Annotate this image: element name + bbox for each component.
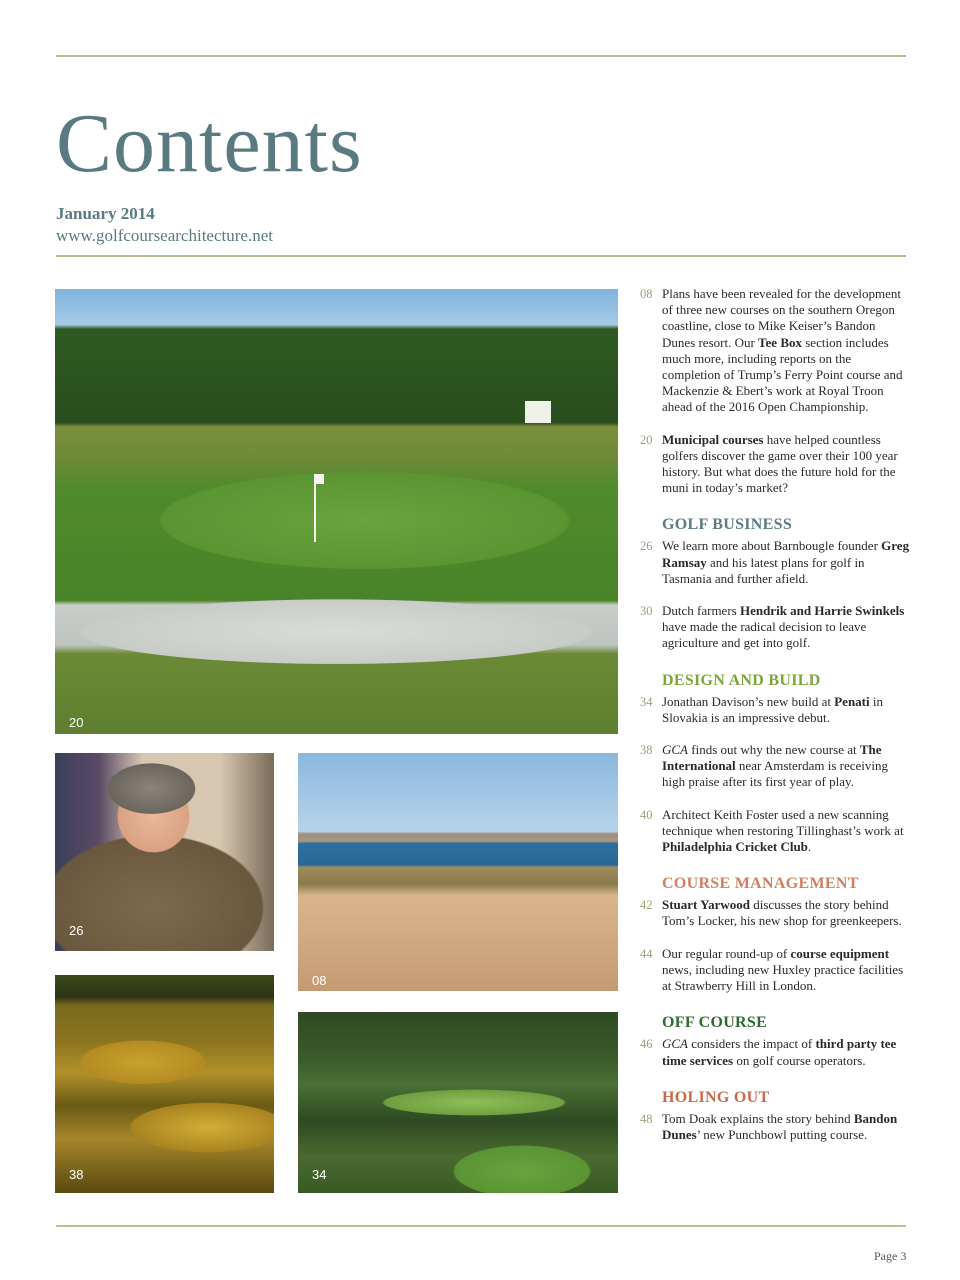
entry-highlight: third party tee time services [662, 1036, 897, 1068]
entry-text: Architect Keith Foster used a new scanning technique when restoring Tillinghast’s work at [662, 806, 904, 838]
photo-caption: 08 [312, 973, 327, 988]
entry-highlight: course equipment [790, 945, 890, 961]
toc-entry-42[interactable] [640, 897, 910, 929]
toc-entry-38[interactable] [640, 742, 910, 791]
page-number: 44 [640, 946, 653, 961]
section-design-and-build: DESIGN AND BUILD [662, 671, 821, 689]
entry-text: finds out why the new course at [688, 742, 860, 758]
toc-entry-44[interactable] [640, 946, 910, 995]
entry-text: have made the radical decision to leave agriculture and get into golf. [662, 619, 867, 651]
page-number: 42 [640, 898, 653, 913]
table-of-contents [640, 286, 910, 1143]
entry-text: Jonathan Davison’s new build at [662, 693, 835, 709]
entry-text: have helped countless golfers discover the game over their 100 year history. But what does the future hold for the muni in today’s market? [662, 431, 898, 496]
entry-text: Plans have been revealed for the development of three new courses on the southern Oregon coastline, close to Mike Keiser’s Bandon Dunes resort. Our [662, 286, 901, 350]
page-number: 46 [640, 1037, 653, 1052]
entry-text: and his latest plans for golf in Tasmania and further afield. [662, 554, 865, 586]
toc-entry-20[interactable] [640, 432, 910, 497]
toc-entry-48[interactable] [640, 1111, 910, 1143]
entry-text: discusses the story behind Tom’s Locker, his new shop for greenkeepers. [662, 897, 902, 929]
page-number: 08 [640, 287, 653, 301]
entry-text: . [807, 839, 812, 855]
entry-italic: GCA [662, 742, 688, 758]
entry-text: Our regular round-up of [662, 945, 791, 961]
photo-caption: 34 [312, 1167, 327, 1182]
entry-text: section includes much more, including reports on the completion of Trump’s Ferry Point course and Mackenzie & Ebert’s work at Royal Troon ahead of the 2016 Open Championship. [662, 334, 903, 415]
entry-italic: GCA [662, 1036, 688, 1052]
section-golf-business: GOLF BUSINESS [662, 516, 793, 534]
photo-caption: 26 [69, 923, 84, 938]
page-number: 30 [640, 604, 653, 619]
top-rule [56, 55, 906, 57]
page-number: 26 [640, 539, 653, 554]
entry-text: Dutch farmers [662, 603, 740, 619]
toc-entry-30[interactable] [640, 603, 910, 652]
photo-municipal-green [55, 289, 618, 734]
toc-entry-26[interactable] [640, 538, 910, 587]
toc-entry-34[interactable] [640, 694, 910, 726]
pin-flag-icon [314, 474, 316, 542]
section-holing-out: HOLING OUT [662, 1088, 770, 1106]
entry-highlight: The International [662, 742, 882, 774]
entry-text: We learn more about Barnbougle founder [662, 538, 882, 554]
website-url: www.golfcoursearchitecture.net [56, 226, 273, 245]
entry-highlight: Municipal courses [662, 431, 764, 447]
entry-highlight: Stuart Yarwood [662, 897, 750, 913]
footer-rule [56, 1225, 906, 1227]
entry-highlight: Tee Box [758, 334, 802, 350]
entry-text: ’ new Punchbowl putting course. [696, 1126, 868, 1142]
entry-highlight: Hendrik and Harrie Swinkels [739, 603, 905, 619]
page-title: Contents [56, 97, 363, 190]
photo-greg-ramsay [55, 753, 274, 951]
entry-highlight: Greg Ramsay [662, 538, 910, 570]
page-number-footer: Page 3 [874, 1249, 907, 1263]
entry-highlight: Penati [834, 693, 870, 709]
photo-oregon-coast [298, 753, 618, 991]
issue-date: January 2014 [56, 204, 155, 223]
photo-penati [298, 1012, 618, 1193]
page-number: 38 [640, 743, 653, 758]
photo-caption: 38 [69, 1167, 84, 1182]
page-number: 20 [640, 432, 653, 447]
photo-caption: 20 [69, 715, 84, 730]
page-number: 48 [640, 1111, 653, 1126]
entry-highlight: Bandon Dunes [662, 1110, 898, 1142]
entry-text: in Slovakia is an impressive debut. [662, 693, 883, 725]
toc-entry-40[interactable] [640, 807, 910, 856]
section-course-management: COURSE MANAGEMENT [662, 875, 859, 893]
entry-highlight: Philadelphia Cricket Club [662, 839, 808, 855]
entry-text: on golf course operators. [733, 1052, 866, 1068]
header-rule [56, 255, 906, 257]
entry-text: considers the impact of [688, 1036, 816, 1052]
gazebo-shape [525, 401, 551, 423]
entry-text: news, including new Huxley practice facilities at Strawberry Hill in London. [662, 961, 904, 994]
entry-text: near Amsterdam is receiving high praise after its first year of play. [662, 758, 889, 790]
entry-text: Tom Doak explains the story behind [662, 1110, 854, 1126]
toc-entry-46[interactable] [640, 1036, 910, 1068]
page-number: 40 [640, 807, 653, 822]
toc-entry-08[interactable] [640, 286, 910, 416]
page-number: 34 [640, 694, 653, 709]
section-off-course: OFF COURSE [662, 1014, 768, 1032]
photo-the-international [55, 975, 274, 1193]
